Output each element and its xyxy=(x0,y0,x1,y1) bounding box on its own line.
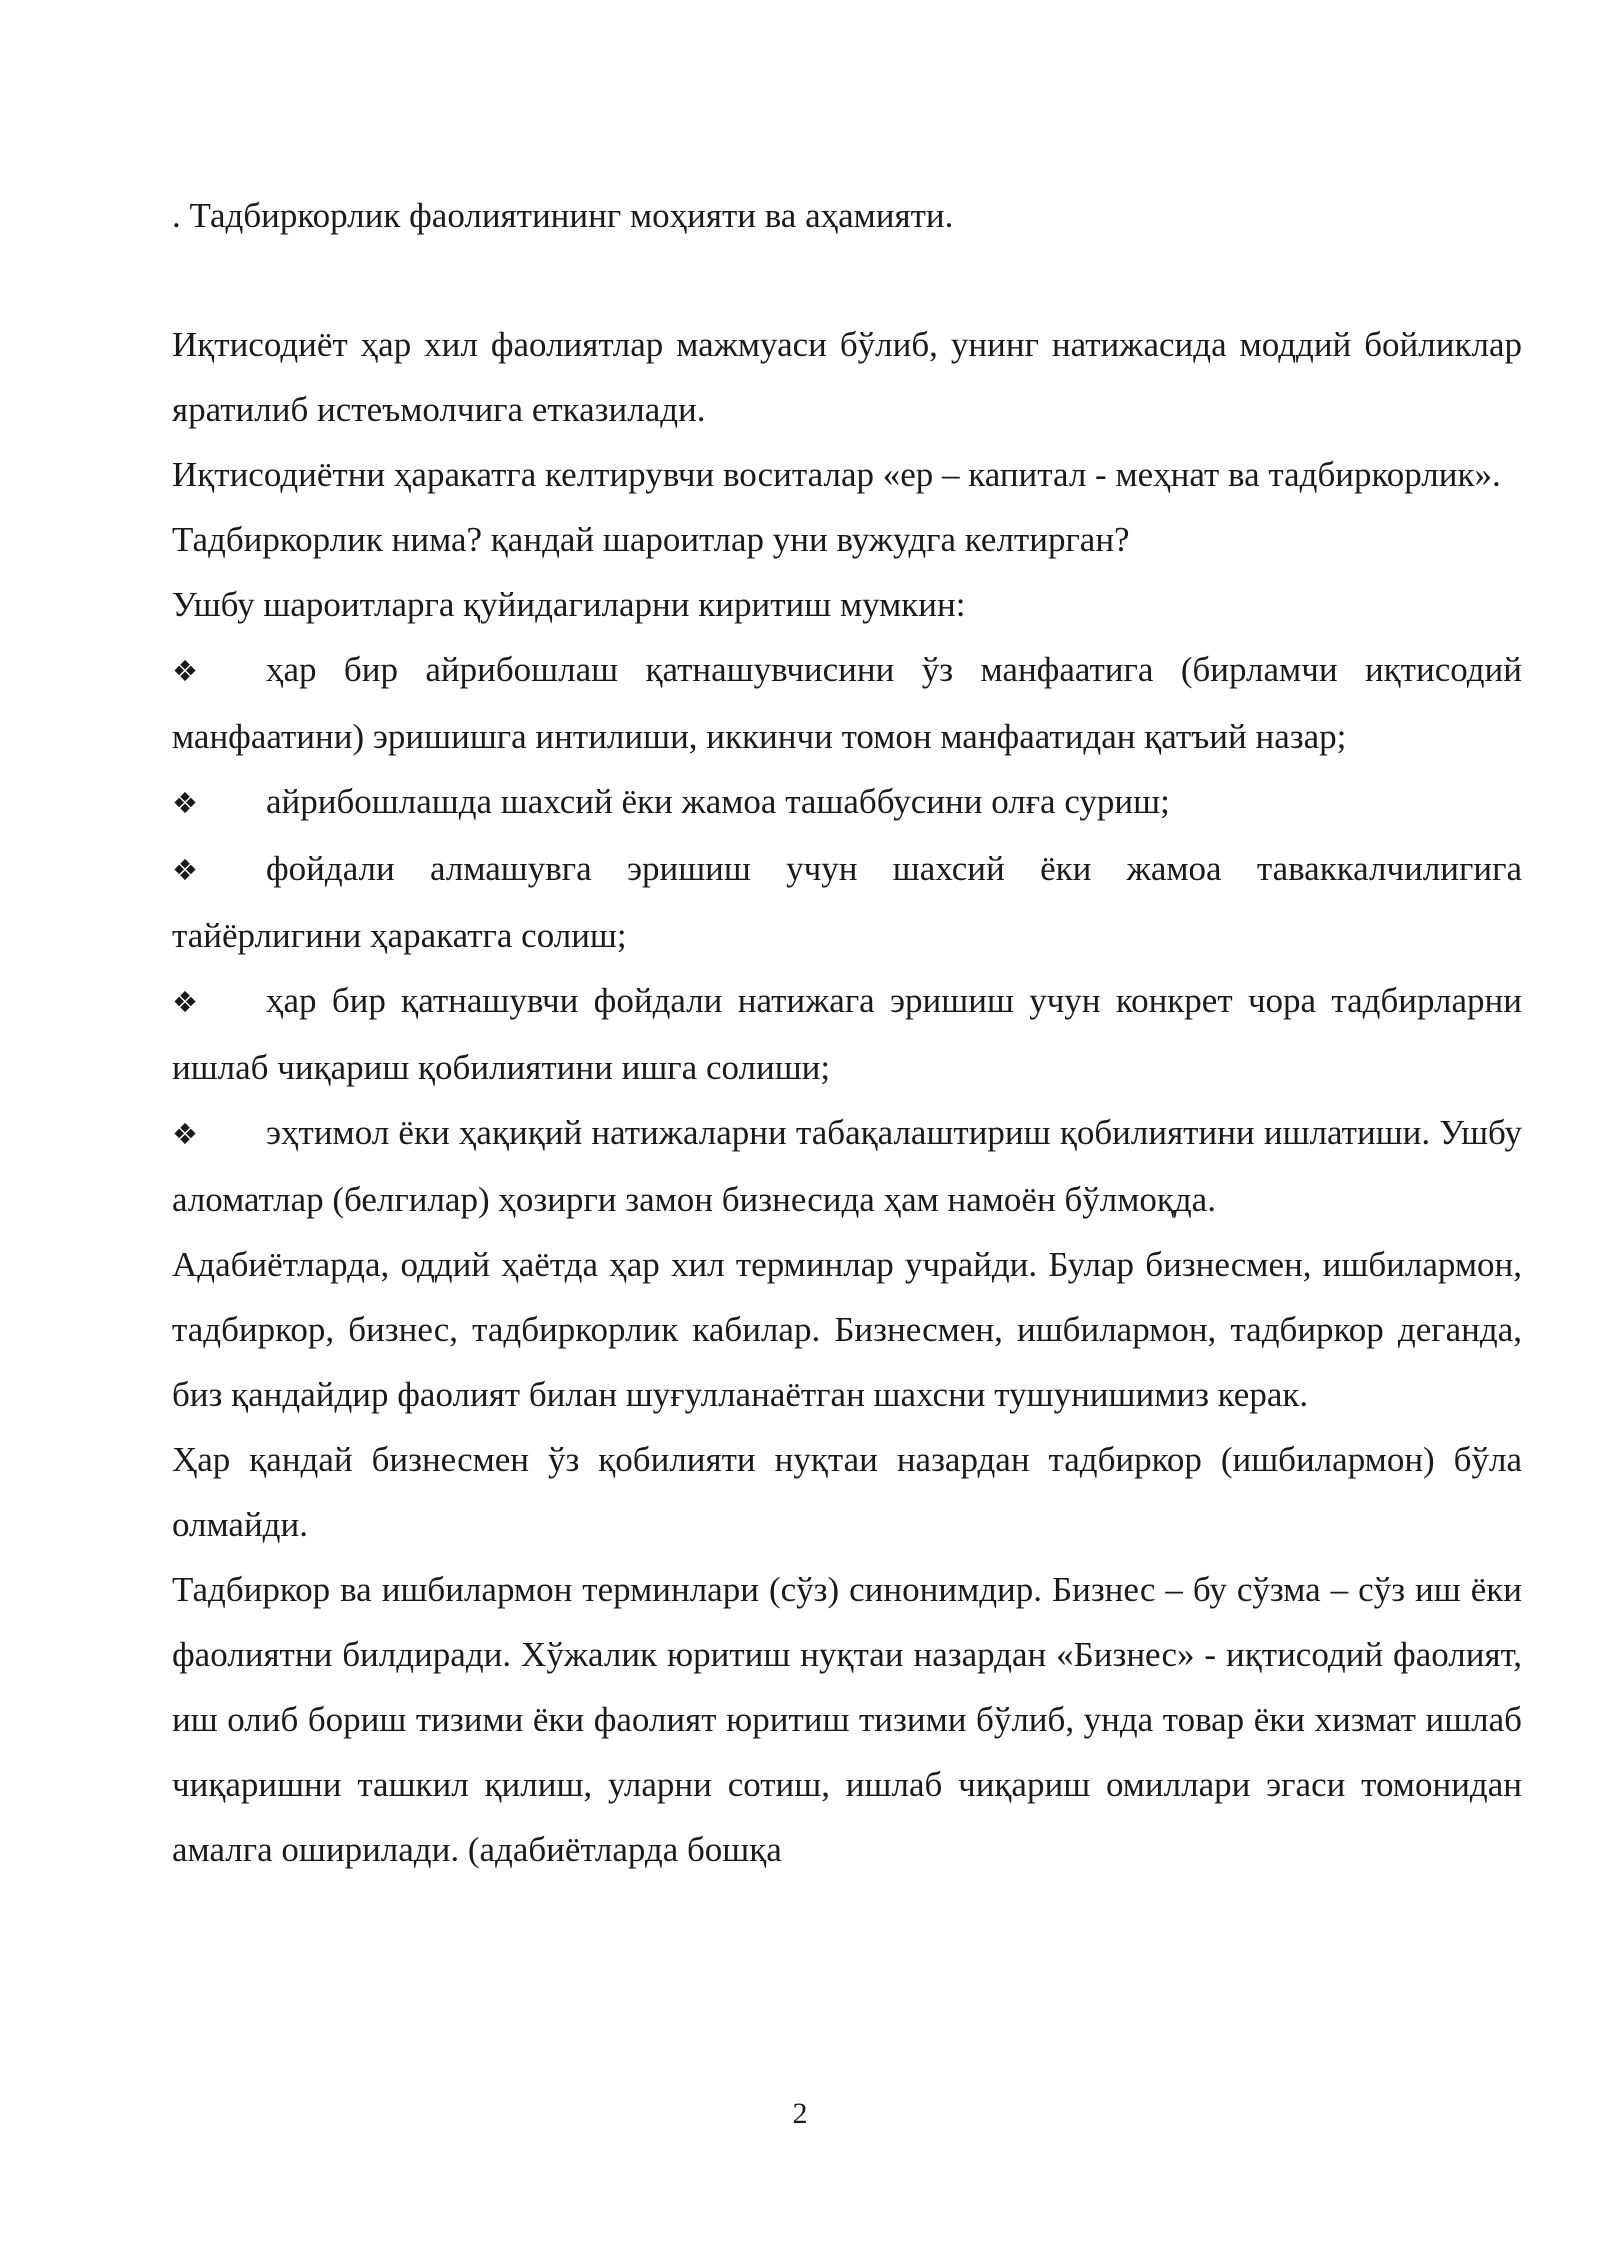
diamond-bullet-icon: ❖ xyxy=(172,654,198,688)
paragraph: Адабиётларда, оддий ҳаётда ҳар хил терминлар учрайди. Булар бизнесмен, ишбилармон, тадбиркор, бизнес, тадбиркорлик кабилар. Бизнесмен, ишбилармон, тадбиркор деганда, биз қандайдир фаолият билан шуғулланаётган шахсни тушунишимиз керак. xyxy=(172,1245,1522,1414)
list-item-text: ҳар бир қатнашувчи фойдали натижага эришиш учун конкрет чора тадбирларни ишлаб чиқариш қобилиятини ишга солиши; xyxy=(172,981,1522,1087)
list-item-text: ҳар бир айрибошлаш қатнашувчисини ўз манфаатига (бирламчи иқтисодий манфаатини) эришишга интилиши, иккинчи томон манфаатидан қатъий назар; xyxy=(172,650,1522,756)
list-item xyxy=(172,769,1522,836)
diamond-bullet-icon: ❖ xyxy=(172,1117,198,1151)
paragraph: Ушбу шароитларга қуйидагиларни киритиш мумкин: xyxy=(172,585,966,624)
paragraph: Тадбиркор ва ишбилармон терминлари (сўз) синонимдир. Бизнес – бу сўзма – сўз иш ёки фаолиятни билдиради. Хўжалик юритиш нуқтаи назардан «Бизнес» - иқтисодий фаолият, иш олиб бориш тизими ёки фаолият юритиш тизими бўлиб, унда товар ёки хизмат ишлаб чиқаришни ташкил қилиш, уларни сотиш, ишлаб чиқариш омиллари эгаси томонидан амалга оширилади. (адабиётларда бошқа xyxy=(172,1570,1522,1869)
section-heading: . Тадбиркорлик фаолиятининг моҳияти ва аҳамияти. xyxy=(172,196,954,235)
page-number: 2 xyxy=(792,2097,808,2130)
paragraph: Иқтисодиётни ҳаракатга келтирувчи воситалар «ер – капитал - меҳнат ва тадбиркорлик». xyxy=(172,455,1501,494)
list-item xyxy=(172,637,1522,769)
paragraph: Тадбиркорлик нима? қандай шароитлар уни вужудга келтирган? xyxy=(172,520,1130,559)
document-page xyxy=(172,186,1522,1882)
list-item-text: эҳтимол ёки ҳақиқий натижаларни табақалаштириш қобилиятини ишлатиши. Ушбу аломатлар (белгилар) ҳозирги замон бизнесида ҳам намоён бўлмоқда. xyxy=(172,1113,1522,1219)
paragraph: Ҳар қандай бизнесмен ўз қобилияти нуқтаи назардан тадбиркор (ишбилармон) бўла олмайди. xyxy=(172,1440,1522,1544)
diamond-bullet-icon: ❖ xyxy=(172,786,198,820)
diamond-bullet-icon: ❖ xyxy=(172,985,198,1019)
list-item-text: айрибошлашда шахсий ёки жамоа ташаббусини олға суриш; xyxy=(266,782,1170,821)
list-item xyxy=(172,968,1522,1100)
list-item-text: фойдали алмашувга эришиш учун шахсий ёки жамоа таваккалчилигига тайёрлигини ҳаракатга солиш; xyxy=(172,849,1522,955)
paragraph: Иқтисодиёт ҳар хил фаолиятлар мажмуаси бўлиб, унинг натижасида моддий бойликлар яратилиб истеъмолчига етказилади. xyxy=(172,325,1522,429)
list-item xyxy=(172,836,1522,968)
diamond-bullet-icon: ❖ xyxy=(172,853,198,887)
list-item xyxy=(172,1100,1522,1232)
